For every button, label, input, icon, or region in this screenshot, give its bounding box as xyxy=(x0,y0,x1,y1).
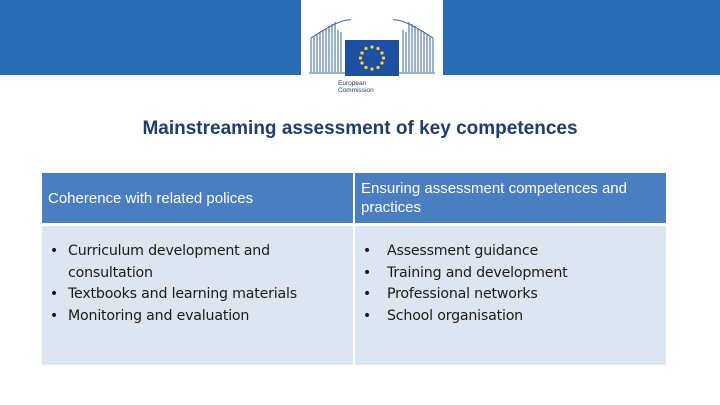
column-body-coherence xyxy=(42,226,353,365)
bullet-icon: • xyxy=(49,307,59,324)
logo-line-1: European xyxy=(338,80,367,87)
logo-wordmark xyxy=(338,80,374,94)
competences-table xyxy=(42,173,666,365)
bullet-icon: • xyxy=(362,264,372,281)
column-header-assessment xyxy=(355,173,666,223)
european-commission-logo xyxy=(301,0,443,108)
bullet-icon: • xyxy=(362,307,372,324)
list-item: • School organisation xyxy=(361,306,660,328)
list-item: • Assessment guidance xyxy=(361,241,660,263)
column-header-text: Ensuring assessment competences and practices xyxy=(361,180,627,216)
list-item: • Professional networks xyxy=(361,284,660,306)
bullet-list xyxy=(48,241,347,327)
column-body-assessment xyxy=(355,226,666,365)
slide-title: Mainstreaming assessment of key competences xyxy=(142,118,578,139)
list-item: • Curriculum development and consultation xyxy=(49,243,270,281)
bullet-icon: • xyxy=(49,243,59,259)
bullet-icon: • xyxy=(362,286,372,302)
list-item: • Training and development xyxy=(361,263,660,285)
bullet-icon: • xyxy=(362,243,372,259)
bullet-icon: • xyxy=(49,286,59,302)
logo-line-2: Commission xyxy=(338,87,374,94)
column-header-coherence xyxy=(42,173,353,223)
list-item: • Textbooks and learning materials xyxy=(48,284,347,306)
list-item: • Monitoring and evaluation xyxy=(48,306,347,328)
bullet-list xyxy=(361,241,660,327)
column-header-text: Coherence with related polices xyxy=(48,189,254,207)
